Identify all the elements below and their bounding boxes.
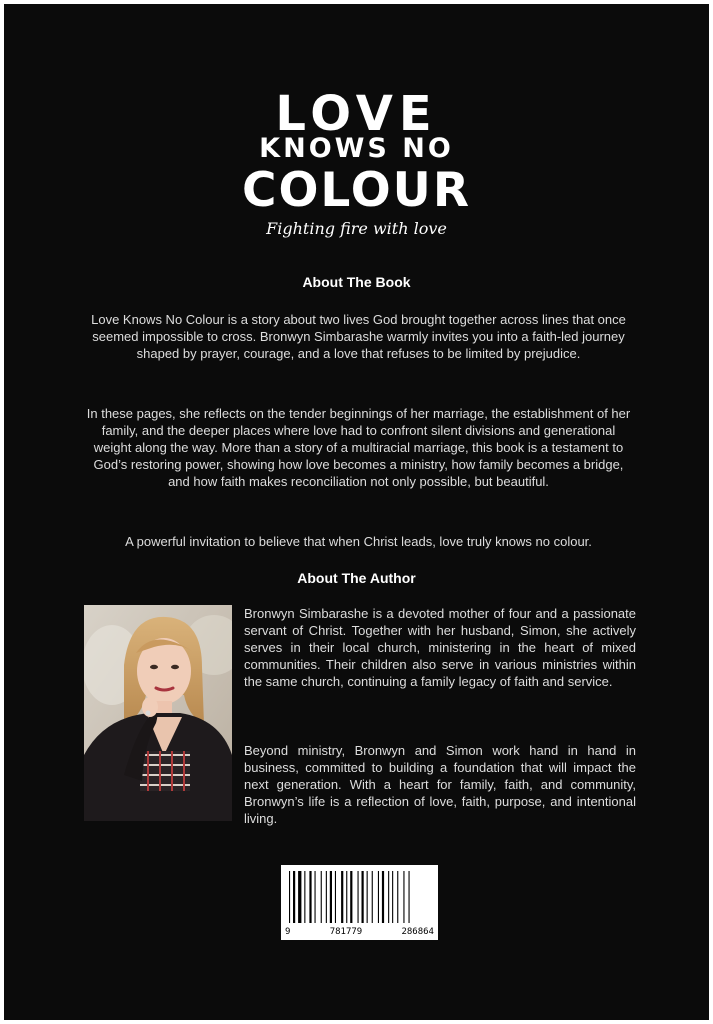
isbn-number: [285, 927, 434, 937]
about-author-heading: About The Author: [297, 570, 416, 586]
title-line-knows-no: KNOWS NO: [259, 133, 454, 164]
author-photo: [84, 605, 232, 821]
about-author-paragraph-1: Bronwyn Simbarashe is a devoted mother of four and a passionate servant of Christ. Together with her husband, Simon, she actively serves in their local church, ministering in the heart of mixed communities. Their children also serve in various ministries within the same church, continuing a family legacy of faith and service.: [244, 606, 636, 689]
isbn-group-1: 781779: [329, 927, 363, 937]
about-book-heading: About The Book: [302, 274, 411, 290]
about-book-paragraph-2: In these pages, she reflects on the tender beginnings of her marriage, the establishment of her family, and the deeper places where love had to confront silent divisions and generational weight along the way. More than a story of a multiracial marriage, this book is a testament to God’s restoring power, showing how love becomes a ministry, how family becomes a bridge, and how faith makes reconciliation not only possible, but beautiful.: [86, 406, 631, 489]
title-line-love: LOVE: [275, 86, 438, 142]
barcode-bars: [287, 871, 432, 923]
isbn-barcode: [281, 865, 438, 940]
back-cover: [4, 4, 709, 1020]
isbn-prefix: 9: [285, 927, 291, 937]
isbn-group-2: 286864: [401, 927, 434, 937]
about-author-paragraph-2: Beyond ministry, Bronwyn and Simon work hand in hand in business, committed to building a foundation that will impact the next generation. With a heart for family, faith, and community, Bronwyn’s life is a reflection of love, faith, purpose, and intentional living.: [244, 743, 636, 826]
author-portrait-image: [84, 605, 232, 821]
tagline: Fighting fire with love: [266, 219, 447, 238]
title-line-colour: COLOUR: [241, 163, 472, 218]
about-book-paragraph-3: A powerful invitation to believe that when Christ leads, love truly knows no colour.: [125, 534, 592, 549]
about-book-paragraph-1: Love Knows No Colour is a story about two lives God brought together across lines that once seemed impossible to cross. Bronwyn Simbarashe warmly invites you into a faith-led journey shaped by prayer, courage, and a love that refuses to be limited by prejudice.: [91, 312, 626, 361]
